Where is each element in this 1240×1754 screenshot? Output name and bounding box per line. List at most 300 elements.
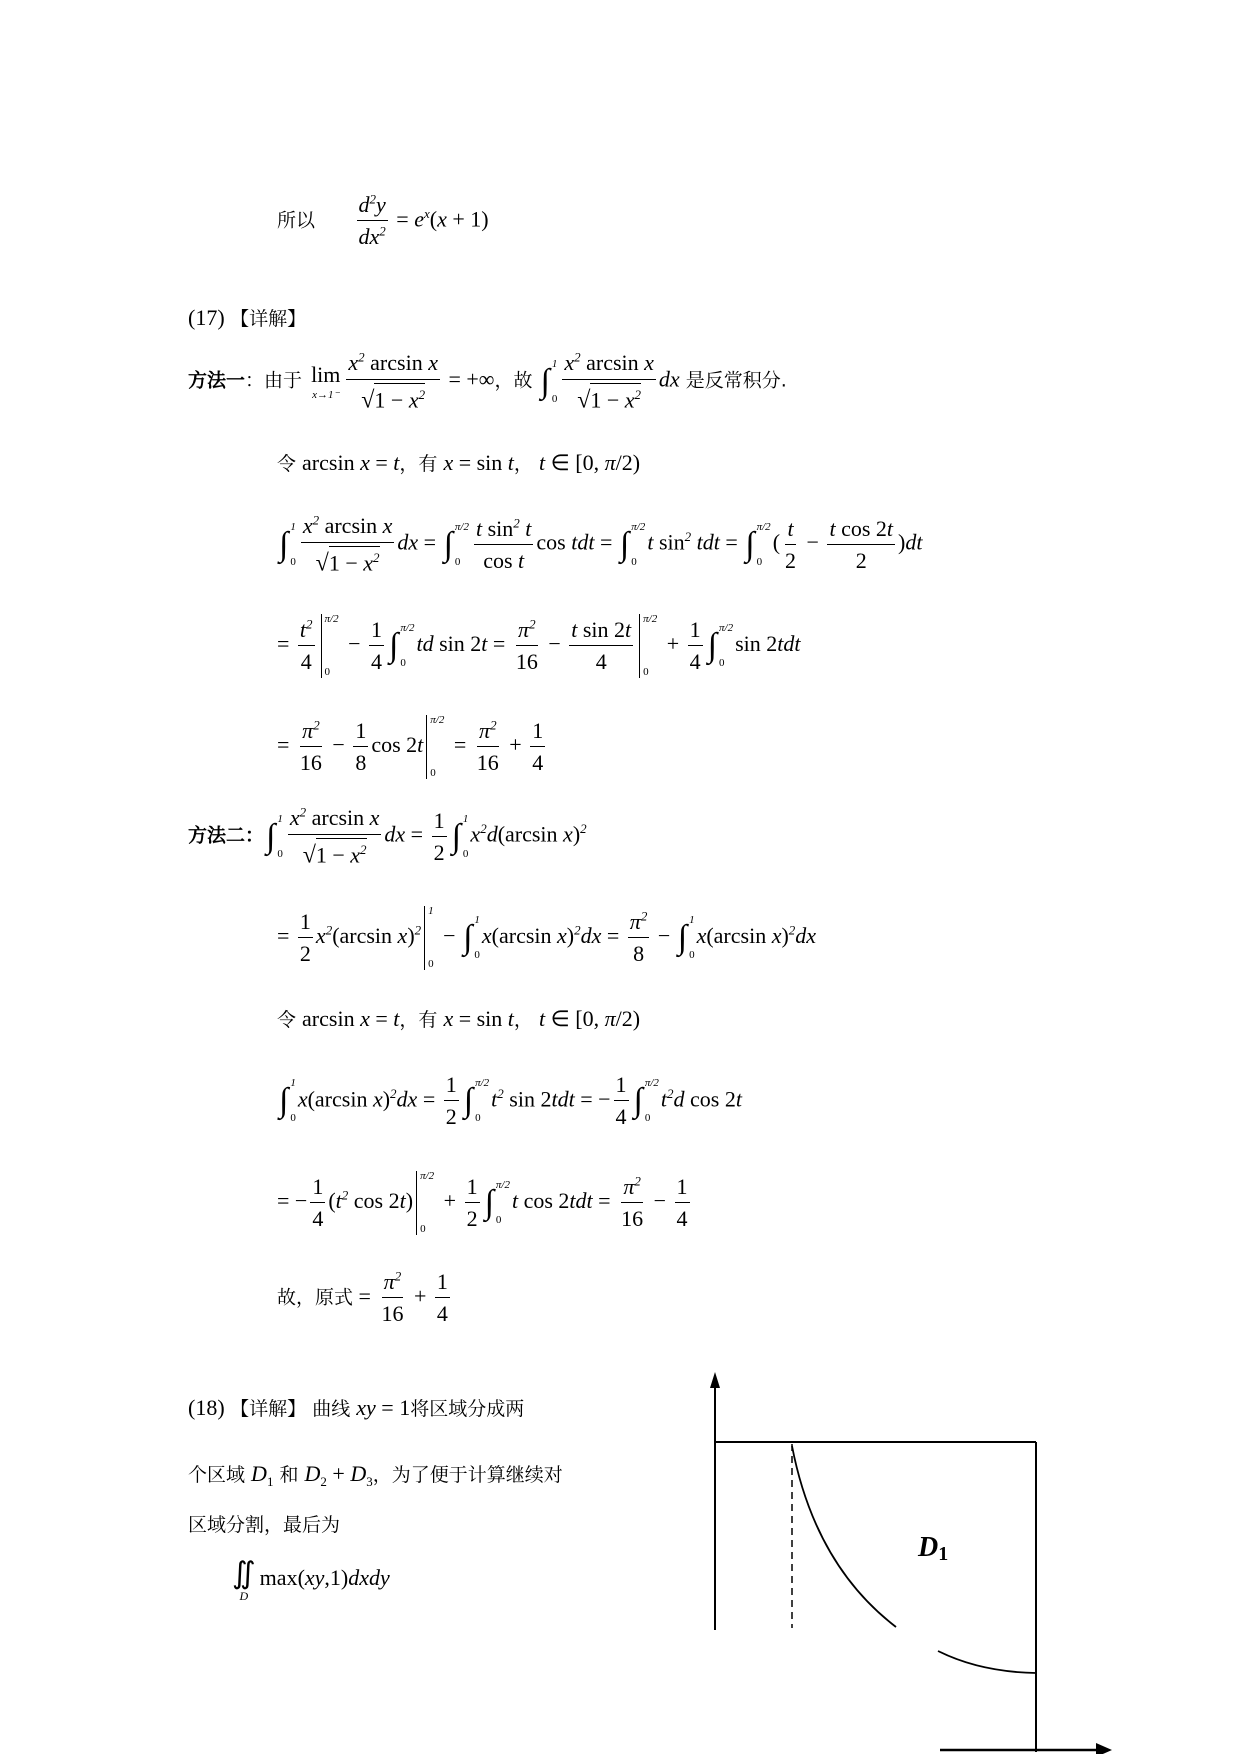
x-axis-arrow-icon <box>1096 1743 1112 1754</box>
math-text: = 1 <box>375 1395 411 1421</box>
math-text: + <box>326 1461 351 1487</box>
math-variable: x <box>360 1006 370 1032</box>
math-text: − <box>801 530 825 556</box>
math-text: 1 <box>312 1173 324 1199</box>
math-variable: t <box>507 450 514 476</box>
math-text: 1 <box>466 1173 478 1199</box>
limit-operator: lim <box>311 362 341 388</box>
lower-limit: 0 <box>428 958 434 970</box>
chinese-text: 故，原式 <box>277 1286 354 1309</box>
math-text: = <box>277 732 295 758</box>
math-variable: t <box>335 1188 342 1214</box>
math-variable: π <box>518 616 530 642</box>
math-text: 1 <box>689 616 701 642</box>
math-text: 4 <box>371 649 383 674</box>
superscript: 2 <box>360 841 367 857</box>
upper-limit: 1 <box>290 1077 296 1089</box>
upper-limit: π/2 <box>475 1077 490 1089</box>
math-text: 16 <box>381 1301 404 1326</box>
superscript: 2 <box>341 1187 349 1203</box>
superscript: 2 <box>312 512 320 528</box>
upper-limit: π/2 <box>400 622 415 634</box>
upper-limit: π/2 <box>324 613 339 625</box>
lower-limit: 0 <box>277 848 283 860</box>
math-variable: x <box>557 923 567 949</box>
math-variable: t <box>538 1006 546 1032</box>
math-text: (17) <box>188 305 231 331</box>
math-text: arcsin <box>364 350 429 376</box>
math-text: = − <box>574 1086 611 1112</box>
math-text: = <box>487 631 511 657</box>
math-text: ) <box>382 1086 391 1112</box>
math-variable: x <box>397 923 408 949</box>
integral-sign-icon: ∫ <box>619 526 630 564</box>
math-variable: D <box>350 1461 367 1487</box>
lower-limit: 0 <box>756 556 763 568</box>
math-text: 1 <box>371 616 383 642</box>
math-text: max <box>259 1565 298 1591</box>
upper-limit: 1 <box>428 905 434 917</box>
math-variable: x <box>624 387 635 413</box>
math-variable: xy <box>356 1395 376 1421</box>
upper-limit: π/2 <box>430 714 445 726</box>
chinese-text: 【详解】 <box>230 308 307 331</box>
math-variable: x <box>564 350 575 376</box>
math-text: 4 <box>595 649 607 674</box>
math-variable: tdt <box>571 530 595 556</box>
math-variable: D <box>304 1461 321 1487</box>
math-text: ( <box>328 1188 336 1214</box>
math-text: cos 2 <box>371 732 418 758</box>
math-text: ) <box>572 822 581 848</box>
integral-sign-icon: ∫ <box>279 526 289 564</box>
superscript: 2 <box>529 616 536 632</box>
math-variable: tdt <box>691 530 720 556</box>
math-text: /2) <box>615 1006 641 1032</box>
integral-sign-icon: ∫ <box>633 1082 643 1120</box>
lower-limit: 0 <box>631 556 637 568</box>
upper-limit: π/2 <box>644 1077 659 1089</box>
upper-limit: π/2 <box>495 1179 510 1191</box>
math-text: 1 <box>676 1173 688 1199</box>
math-text: 16 <box>476 750 499 775</box>
lower-limit: 0 <box>324 666 331 678</box>
math-variable: d <box>673 1086 685 1112</box>
math-variable: x <box>696 923 707 949</box>
lower-limit: 0 <box>644 1112 651 1124</box>
math-text: sin <box>653 530 685 556</box>
math-text: = <box>390 206 415 232</box>
math-text: arcsin <box>306 805 370 831</box>
math-text: /2) <box>615 450 641 476</box>
superscript: 2 <box>634 1173 641 1189</box>
math-text: 1 <box>355 717 367 743</box>
math-text: 2 <box>855 548 867 573</box>
math-variable: x <box>771 923 782 949</box>
math-text: + 1) <box>446 206 489 232</box>
superscript: 2 <box>358 349 365 365</box>
math-text: cos 2 <box>835 515 887 541</box>
chinese-text: 令 <box>277 1009 303 1032</box>
hyperbola-curve-upper <box>792 1446 896 1627</box>
subscript: 1 <box>266 1474 274 1490</box>
math-text: − <box>648 1188 672 1214</box>
math-text: (arcsin <box>332 923 398 949</box>
math-text: = <box>277 631 295 657</box>
math-text: ( <box>772 530 781 556</box>
integral-sign-icon: ∫ <box>451 818 461 856</box>
chinese-text: ，有 <box>399 1009 444 1032</box>
superscript: 2 <box>634 386 642 402</box>
math-text: ∈ [0, <box>545 450 605 476</box>
chinese-text: 区域分割，最后为 <box>188 1514 341 1537</box>
math-text: ) <box>781 923 789 949</box>
superscript: 2 <box>325 922 333 938</box>
math-text: = +∞ <box>442 367 495 393</box>
math-text: = <box>592 1188 617 1214</box>
math-text: (arcsin <box>497 822 564 848</box>
math-text: cos 2 <box>684 1086 736 1112</box>
lower-limit: 0 <box>290 1112 296 1124</box>
math-text: 1 − <box>315 842 351 868</box>
math-text: sin <box>482 515 514 541</box>
upper-limit: π/2 <box>631 521 646 533</box>
superscript: 2 <box>788 922 796 938</box>
lower-limit: 0 <box>400 657 406 669</box>
math-text: = <box>369 450 394 476</box>
region-label-subscript: 1 <box>938 1543 949 1565</box>
superscript: 2 <box>379 223 386 239</box>
integral-sign-icon: ∫ <box>389 627 399 665</box>
math-variable: t <box>475 515 483 541</box>
math-text: (arcsin <box>307 1086 373 1112</box>
math-variable: π <box>383 1268 395 1294</box>
math-variable: dx <box>658 367 680 393</box>
math-text: + <box>661 631 685 657</box>
math-variable: t <box>647 530 654 556</box>
math-variable: t <box>660 1086 668 1112</box>
math-text: + <box>438 1188 462 1214</box>
superscript: 2 <box>513 515 520 531</box>
integral-sign-icon: ∫ <box>745 526 755 564</box>
math-variable: dxdy <box>348 1565 390 1591</box>
upper-limit: 1 <box>474 914 480 926</box>
superscript: 2 <box>373 549 380 565</box>
math-text: 1 − <box>328 550 364 576</box>
math-variable: tdt <box>551 1086 575 1112</box>
chinese-text: ，为了便于计算继续对 <box>372 1464 563 1487</box>
math-text: − <box>326 732 351 758</box>
math-variable: t <box>735 1086 742 1112</box>
chinese-text: 所以 <box>277 209 316 232</box>
math-text: ) <box>898 530 906 556</box>
method-label: 方法一 <box>188 370 246 393</box>
math-variable: π <box>479 717 491 743</box>
chinese-text: ，有 <box>399 453 444 476</box>
superscript: 2 <box>490 717 497 733</box>
math-text: (arcsin <box>491 923 558 949</box>
superscript: 2 <box>480 821 487 837</box>
math-text: ∈ [0, <box>545 1006 605 1032</box>
math-text: (arcsin <box>706 923 772 949</box>
math-text: − <box>652 923 676 949</box>
superscript: 2 <box>497 1085 504 1101</box>
math-text: + <box>408 1283 432 1309</box>
math-text: − <box>342 631 367 657</box>
lower-limit: 0 <box>475 1112 481 1124</box>
lower-limit: 0 <box>643 666 649 678</box>
math-text: = <box>353 1283 377 1309</box>
chinese-text: ， <box>513 453 539 476</box>
math-text: 2 <box>433 840 445 865</box>
upper-limit: π/2 <box>643 613 658 625</box>
math-variable: t <box>886 515 894 541</box>
math-variable: dx <box>795 923 817 949</box>
integral-sign-icon: ∫ <box>707 627 717 665</box>
math-variable: x <box>302 513 313 539</box>
math-variable: x <box>408 387 419 413</box>
math-variable: e <box>414 206 424 232</box>
lower-limit: 0 <box>420 1223 426 1235</box>
radical-icon: √ <box>361 387 375 414</box>
math-variable: t <box>787 515 794 541</box>
math-text: cos 2 <box>348 1188 400 1214</box>
superscript: 2 <box>390 1085 397 1101</box>
chinese-text: 将区域分成两 <box>410 1398 525 1421</box>
subscript: 2 <box>320 1474 327 1490</box>
lower-limit: 0 <box>495 1214 502 1226</box>
upper-limit: 1 <box>290 521 296 533</box>
math-text: sin 2 <box>735 631 778 657</box>
superscript: 2 <box>414 922 422 938</box>
math-text: 8 <box>633 941 645 966</box>
math-variable: t <box>519 515 532 541</box>
math-text: = <box>417 1086 441 1112</box>
math-text: 1 <box>433 807 445 833</box>
math-text: arcsin <box>302 1006 361 1032</box>
math-text: cos <box>536 530 572 556</box>
upper-limit: π/2 <box>420 1170 435 1182</box>
chinese-text: 是反常积分. <box>679 370 787 393</box>
math-variable: xy <box>304 1565 325 1591</box>
math-variable: t <box>491 1086 498 1112</box>
math-text: = <box>719 530 744 556</box>
math-variable: t <box>518 548 525 573</box>
math-text: 2 <box>466 1206 478 1231</box>
math-text: = sin <box>453 450 508 476</box>
math-variable: x <box>348 350 359 376</box>
subscript: 3 <box>366 1474 373 1490</box>
math-text: 16 <box>515 649 538 674</box>
radical-icon: √ <box>315 550 329 577</box>
math-variable: x <box>289 805 300 831</box>
integral-sign-icon: ∫ <box>266 818 276 856</box>
math-variable: t <box>625 616 632 642</box>
region-label-letter: D <box>918 1532 939 1563</box>
math-variable: dx <box>358 224 380 249</box>
math-text: 8 <box>355 750 367 775</box>
math-variable: x <box>470 822 481 848</box>
upper-limit: 1 <box>551 358 558 370</box>
superscript: 2 <box>640 908 648 924</box>
lower-limit: 0 <box>454 556 461 568</box>
math-variable: dt <box>905 530 923 556</box>
math-text: 4 <box>676 1206 688 1231</box>
math-text: 4 <box>300 649 312 674</box>
math-text: arcsin <box>580 350 645 376</box>
superscript: 2 <box>667 1085 674 1101</box>
upper-limit: π/2 <box>719 622 734 634</box>
integral-sign-icon: ∫ <box>279 1082 289 1120</box>
integral-sign-icon: ∫ <box>484 1184 494 1222</box>
math-text: 1 <box>436 1268 448 1294</box>
math-variable: x <box>481 923 492 949</box>
upper-limit: 1 <box>462 813 469 825</box>
y-axis-arrow-icon <box>710 1372 720 1388</box>
math-text: = <box>369 1006 394 1032</box>
integral-sign-icon: ∫ <box>463 919 473 957</box>
math-variable: x <box>350 842 361 868</box>
math-text: 1 − <box>374 387 409 413</box>
math-text: 2 <box>785 548 797 573</box>
math-text: arcsin <box>302 450 361 476</box>
superscript: 2 <box>684 529 692 545</box>
math-variable: d <box>486 822 498 848</box>
math-text: 4 <box>312 1206 324 1231</box>
math-text: = <box>277 923 295 949</box>
math-variable: x <box>315 923 326 949</box>
math-text: 1 <box>445 1071 457 1097</box>
chinese-text: 和 <box>273 1464 305 1487</box>
integral-sign-icon: ∫ <box>463 1082 474 1120</box>
math-text: ) <box>566 923 575 949</box>
math-text: 4 <box>689 649 701 674</box>
upper-limit: π/2 <box>454 521 469 533</box>
superscript: 2 <box>306 616 313 632</box>
upper-limit: 1 <box>689 914 695 926</box>
math-text: sin 2 <box>577 616 626 642</box>
chinese-text: 令 <box>277 453 303 476</box>
radical-icon: √ <box>577 387 591 414</box>
superscript: 2 <box>418 386 426 402</box>
math-variable: π <box>604 1006 616 1032</box>
math-text: 1 − <box>590 387 625 413</box>
math-variable: dx <box>397 530 419 556</box>
math-variable: dx <box>396 1086 418 1112</box>
math-variable: x <box>297 1086 308 1112</box>
superscript: 2 <box>299 804 307 820</box>
chinese-text: ：由于 <box>245 370 309 393</box>
math-variable: dx <box>580 923 602 949</box>
math-variable: y <box>376 191 386 217</box>
math-text: = <box>448 732 472 758</box>
chinese-text: 个区域 <box>188 1464 252 1487</box>
math-text: ) <box>405 1188 414 1214</box>
math-text: arcsin <box>319 513 383 539</box>
math-variable: t <box>511 1188 519 1214</box>
math-variable: π <box>604 450 616 476</box>
lower-limit: 0 <box>462 848 469 860</box>
math-text: − <box>437 923 462 949</box>
math-variable: t <box>399 1188 406 1214</box>
lower-limit: 0 <box>551 393 558 405</box>
lower-limit: 0 <box>719 657 725 669</box>
math-variable: x <box>563 822 573 848</box>
math-variable: td <box>416 631 434 657</box>
math-variable: tdt <box>569 1188 593 1214</box>
math-variable: t <box>481 631 488 657</box>
math-variable: t <box>507 1006 514 1032</box>
math-text: + <box>503 732 528 758</box>
math-variable: x <box>443 1006 454 1032</box>
chinese-text: ，故 <box>494 370 539 393</box>
math-text: 4 <box>532 750 544 775</box>
superscript: 2 <box>394 1268 402 1284</box>
math-variable: t <box>417 732 424 758</box>
math-variable: x <box>382 513 393 539</box>
math-text: 4 <box>436 1301 448 1326</box>
math-variable: π <box>629 908 641 934</box>
math-text: 2 <box>445 1104 457 1129</box>
lower-limit: 0 <box>430 767 436 779</box>
double-integral-icon: ∬ <box>232 1556 256 1590</box>
math-text: − <box>542 631 567 657</box>
math-text: 16 <box>299 750 322 775</box>
math-text: = <box>418 530 442 556</box>
math-text: 4 <box>615 1104 627 1129</box>
integral-sign-icon: ∫ <box>677 919 688 957</box>
math-variable: dx <box>384 822 406 848</box>
limit-subscript: x→1⁻ <box>312 388 340 401</box>
math-text: 1 <box>532 717 544 743</box>
math-text: = <box>601 923 625 949</box>
integration-domain: D <box>239 1588 249 1603</box>
math-variable: x <box>360 450 370 476</box>
math-text: = <box>405 822 429 848</box>
radical-icon: √ <box>302 842 316 869</box>
math-text: = <box>594 530 618 556</box>
math-variable: t <box>829 515 836 541</box>
math-variable: t <box>393 1006 400 1032</box>
math-text: cos 2 <box>518 1188 570 1214</box>
math-variable: x <box>443 450 454 476</box>
math-variable: t <box>538 450 546 476</box>
superscript: 2 <box>580 821 587 837</box>
math-variable: x <box>644 350 654 376</box>
method-label: 方法二： <box>188 825 265 848</box>
math-text: = − <box>277 1188 308 1214</box>
math-text: 1 <box>615 1071 627 1097</box>
math-text: (18) <box>188 1395 231 1421</box>
math-variable: d <box>358 191 370 217</box>
math-text: = sin <box>453 1006 508 1032</box>
math-variable: π <box>623 1173 635 1199</box>
superscript: 2 <box>574 349 581 365</box>
math-variable: t <box>393 450 400 476</box>
math-variable: x <box>428 350 438 376</box>
math-text: 1 <box>299 908 311 934</box>
superscript: x <box>423 205 430 221</box>
lower-limit: 0 <box>474 949 480 961</box>
math-text: ( <box>429 206 438 232</box>
integral-sign-icon: ∫ <box>540 363 550 401</box>
math-variable: x <box>363 550 374 576</box>
math-text: cos <box>483 548 519 573</box>
lower-limit: 0 <box>290 556 296 568</box>
math-variable: tdt <box>777 631 801 657</box>
upper-limit: π/2 <box>756 521 771 533</box>
chinese-text: ， <box>513 1009 539 1032</box>
